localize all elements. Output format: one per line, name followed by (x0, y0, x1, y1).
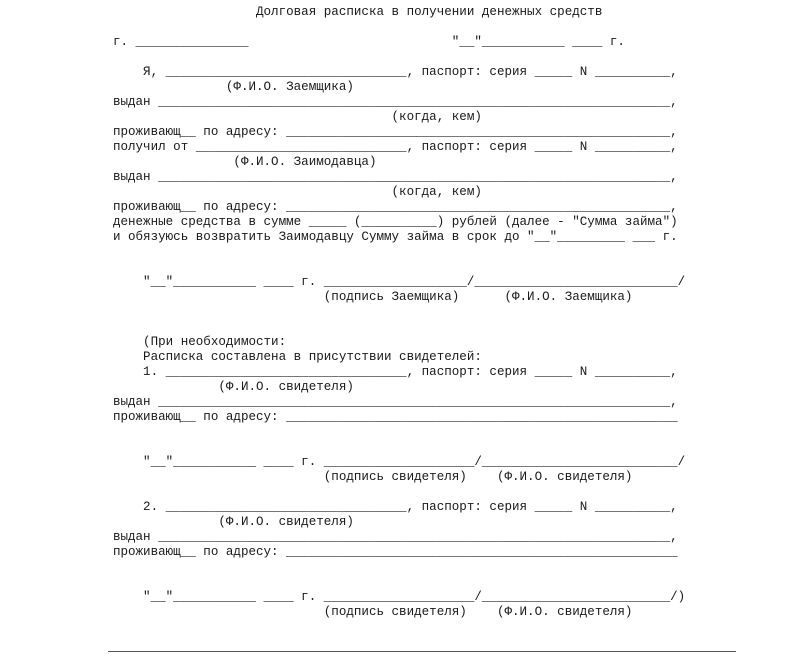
document-line: (подпись Заемщика) (Ф.И.О. Заемщика) (0, 290, 633, 304)
document-line: (При необходимости: (0, 335, 287, 349)
document-line: проживающ__ по адресу: ____________________________________________________ (0, 545, 678, 559)
document-line: выдан ____________________________________________________________________, (0, 395, 678, 409)
document-line: и обязуюсь возвратить Заимодавцу Сумму займа в срок до "__"_________ ___ г. (0, 230, 678, 244)
document-line: денежные средства в сумме _____ (__________) рублей (далее - "Сумма займа") (0, 215, 678, 229)
document-line: г. _______________ "__"___________ ____ г. (0, 35, 625, 49)
document-line: 2. ________________________________, паспорт: серия _____ N __________, (0, 500, 678, 514)
document-line: проживающ__ по адресу: ___________________________________________________, (0, 125, 678, 139)
document-line: (Ф.И.О. свидетеля) (0, 380, 354, 394)
document-line: (когда, кем) (0, 185, 482, 199)
document-line: получил от ____________________________, паспорт: серия _____ N __________, (0, 140, 678, 154)
document-line: (Ф.И.О. Заимодавца) (0, 155, 377, 169)
document-line: "__"___________ ____ г. ___________________/___________________________/ (0, 275, 686, 289)
document-line: проживающ__ по адресу: ___________________________________________________, (0, 200, 678, 214)
document-line: "__"___________ ____ г. ____________________/_________________________/) (0, 590, 686, 604)
document-line: (Ф.И.О. свидетеля) (0, 515, 354, 529)
document-line: 1. ________________________________, паспорт: серия _____ N __________, (0, 365, 678, 379)
document-line: выдан ____________________________________________________________________, (0, 95, 678, 109)
document-line: проживающ__ по адресу: ____________________________________________________ (0, 410, 678, 424)
document-line: выдан ____________________________________________________________________, (0, 530, 678, 544)
document-line: "__"___________ ____ г. ____________________/__________________________/ (0, 455, 686, 469)
document-title: Долговая расписка в получении денежных средств (0, 5, 603, 19)
document-line: (Ф.И.О. Заемщика) (0, 80, 354, 94)
document-line: выдан ____________________________________________________________________, (0, 170, 678, 184)
document-line: (подпись свидетеля) (Ф.И.О. свидетеля) (0, 470, 633, 484)
document-line: Расписка составлена в присутствии свидетелей: (0, 350, 482, 364)
document-line: (подпись свидетеля) (Ф.И.О. свидетеля) (0, 605, 633, 619)
document-line: (когда, кем) (0, 110, 482, 124)
footer-divider (108, 651, 736, 652)
document-line: Я, ________________________________, паспорт: серия _____ N __________, (0, 65, 678, 79)
